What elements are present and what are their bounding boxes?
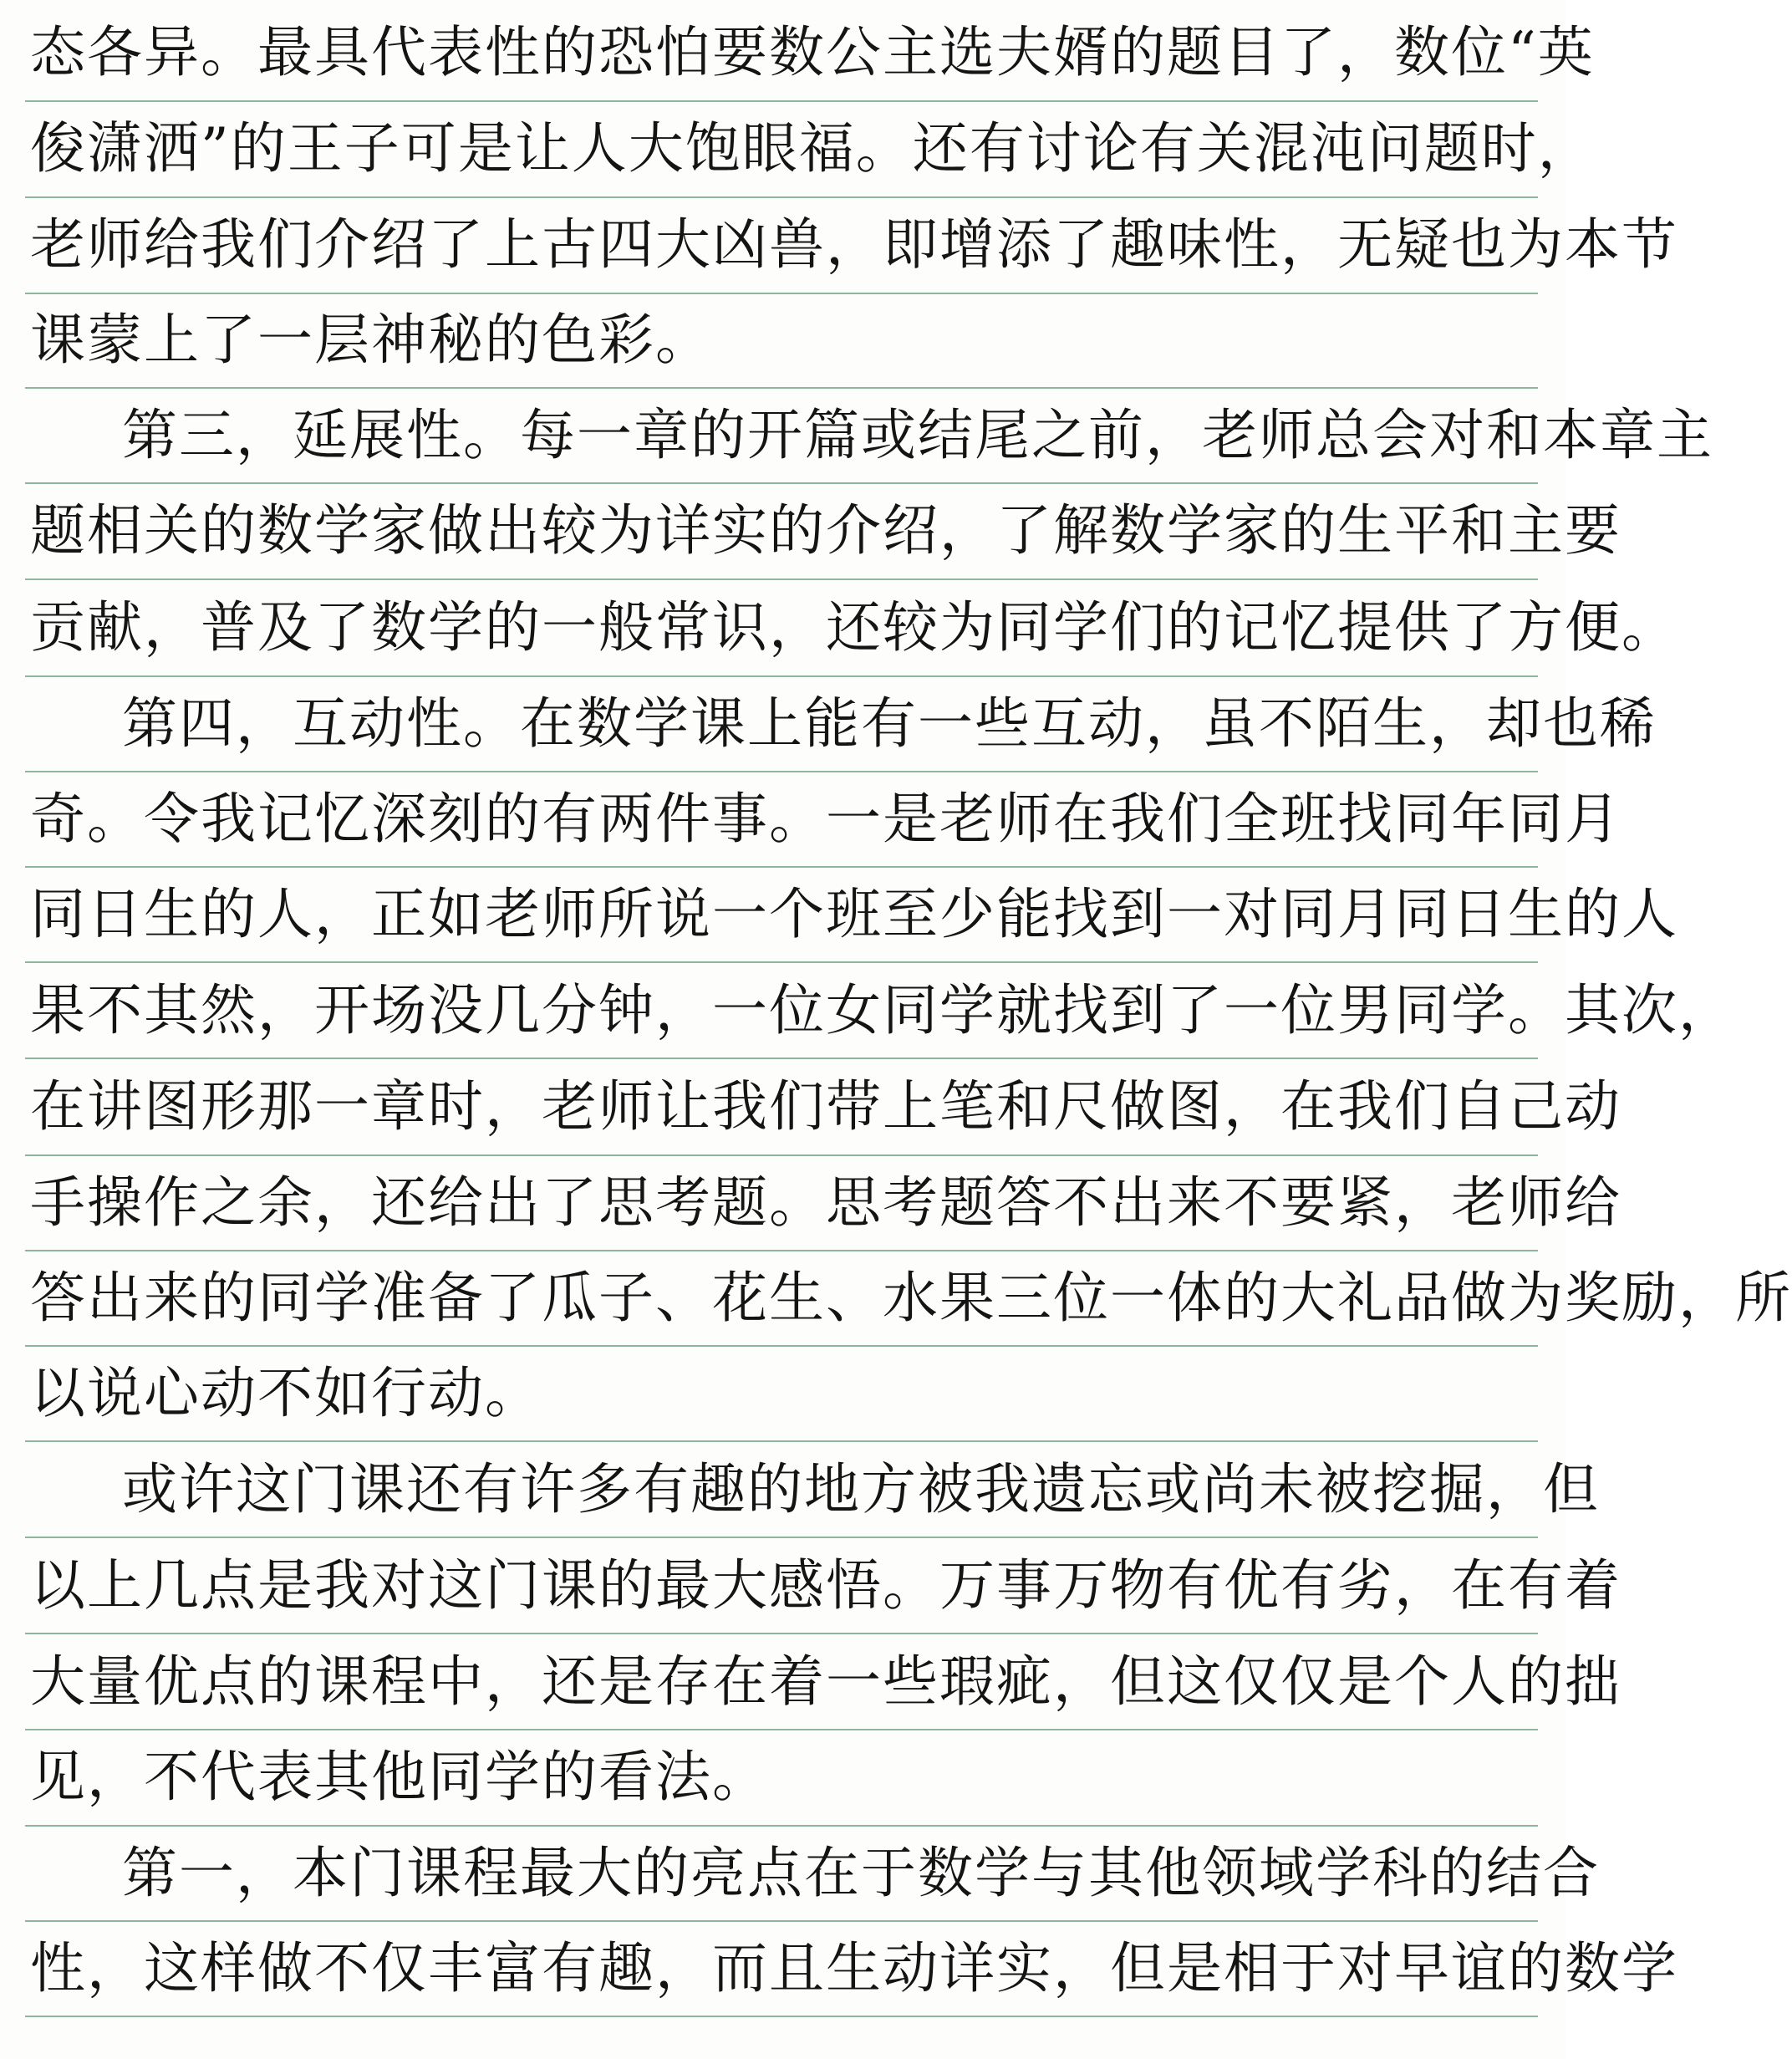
ruled-line xyxy=(25,1154,1538,1156)
text-line: 或许这门课还有许多有趣的地方被我遗忘或尚未被挖掘，但 xyxy=(122,1457,1600,1521)
text-line: 奇。令我记忆深刻的有两件事。一是老师在我们全班找同年同月 xyxy=(30,787,1621,851)
ruled-line xyxy=(25,675,1538,677)
text-line: 果不其然，开场没几分钟，一位女同学就找到了一位男同学。其次， xyxy=(30,978,1735,1042)
text-line: 态各异。最具代表性的恐怕要数公主选夫婿的题目了，数位“英 xyxy=(30,20,1595,84)
text-line: 贡献，普及了数学的一般常识，还较为同学们的记忆提供了方便。 xyxy=(30,595,1678,660)
ruled-line xyxy=(25,961,1538,963)
ruled-line xyxy=(25,1537,1538,1538)
text-line: 老师给我们介绍了上古四大凶兽，即增添了趣味性，无疑也为本节 xyxy=(30,212,1678,277)
ruled-line xyxy=(25,771,1538,772)
ruled-line xyxy=(25,196,1538,198)
ruled-line xyxy=(25,100,1538,102)
ruled-line xyxy=(25,2016,1538,2017)
text-line: 第四，互动性。在数学课上能有一些互动，虽不陌生，却也稀 xyxy=(122,691,1657,756)
ruled-line xyxy=(25,578,1538,580)
ruled-line xyxy=(25,1920,1538,1922)
ruled-line xyxy=(25,1250,1538,1251)
text-line: 第一，本门课程最大的亮点在于数学与其他领域学科的结合 xyxy=(122,1841,1600,1905)
ruled-line xyxy=(25,482,1538,484)
ruled-line xyxy=(25,1058,1538,1059)
ruled-line xyxy=(25,1633,1538,1634)
ruled-line xyxy=(25,1345,1538,1347)
text-line: 手操作之余，还给出了思考题。思考题答不出来不要紧，老师给 xyxy=(30,1170,1621,1235)
text-line: 俊潇洒”的王子可是让人大饱眼福。还有讨论有关混沌问题时， xyxy=(30,116,1595,181)
ruled-line xyxy=(25,1440,1538,1442)
text-line: 答出来的同学准备了瓜子、花生、水果三位一体的大礼品做为奖励，所 xyxy=(30,1266,1792,1330)
ruled-line xyxy=(25,1825,1538,1827)
ruled-line xyxy=(25,1729,1538,1730)
text-line: 性，这样做不仅丰富有趣，而且生动详实，但是相于对早谊的数学 xyxy=(30,1936,1678,2000)
text-line: 以上几点是我对这门课的最大感悟。万事万物有优有劣，在有着 xyxy=(30,1553,1621,1618)
ruled-line xyxy=(25,387,1538,389)
text-line: 第三，延展性。每一章的开篇或结尾之前，老师总会对和本章主 xyxy=(122,403,1713,467)
text-line: 课蒙上了一层神秘的色彩。 xyxy=(30,308,712,372)
text-line: 在讲图形那一章时，老师让我们带上笔和尺做图，在我们自己动 xyxy=(30,1074,1621,1139)
ruled-line xyxy=(25,866,1538,868)
text-line: 同日生的人，正如老师所说一个班至少能找到一对同月同日生的人 xyxy=(30,882,1678,946)
text-line: 题相关的数学家做出较为详实的介绍，了解数学家的生平和主要 xyxy=(30,498,1621,563)
text-line: 以说心动不如行动。 xyxy=(30,1361,542,1425)
text-line: 大量优点的课程中，还是存在着一些瑕疵，但这仅仅是个人的拙 xyxy=(30,1649,1621,1714)
text-line: 见，不代表其他同学的看法。 xyxy=(30,1745,769,1809)
